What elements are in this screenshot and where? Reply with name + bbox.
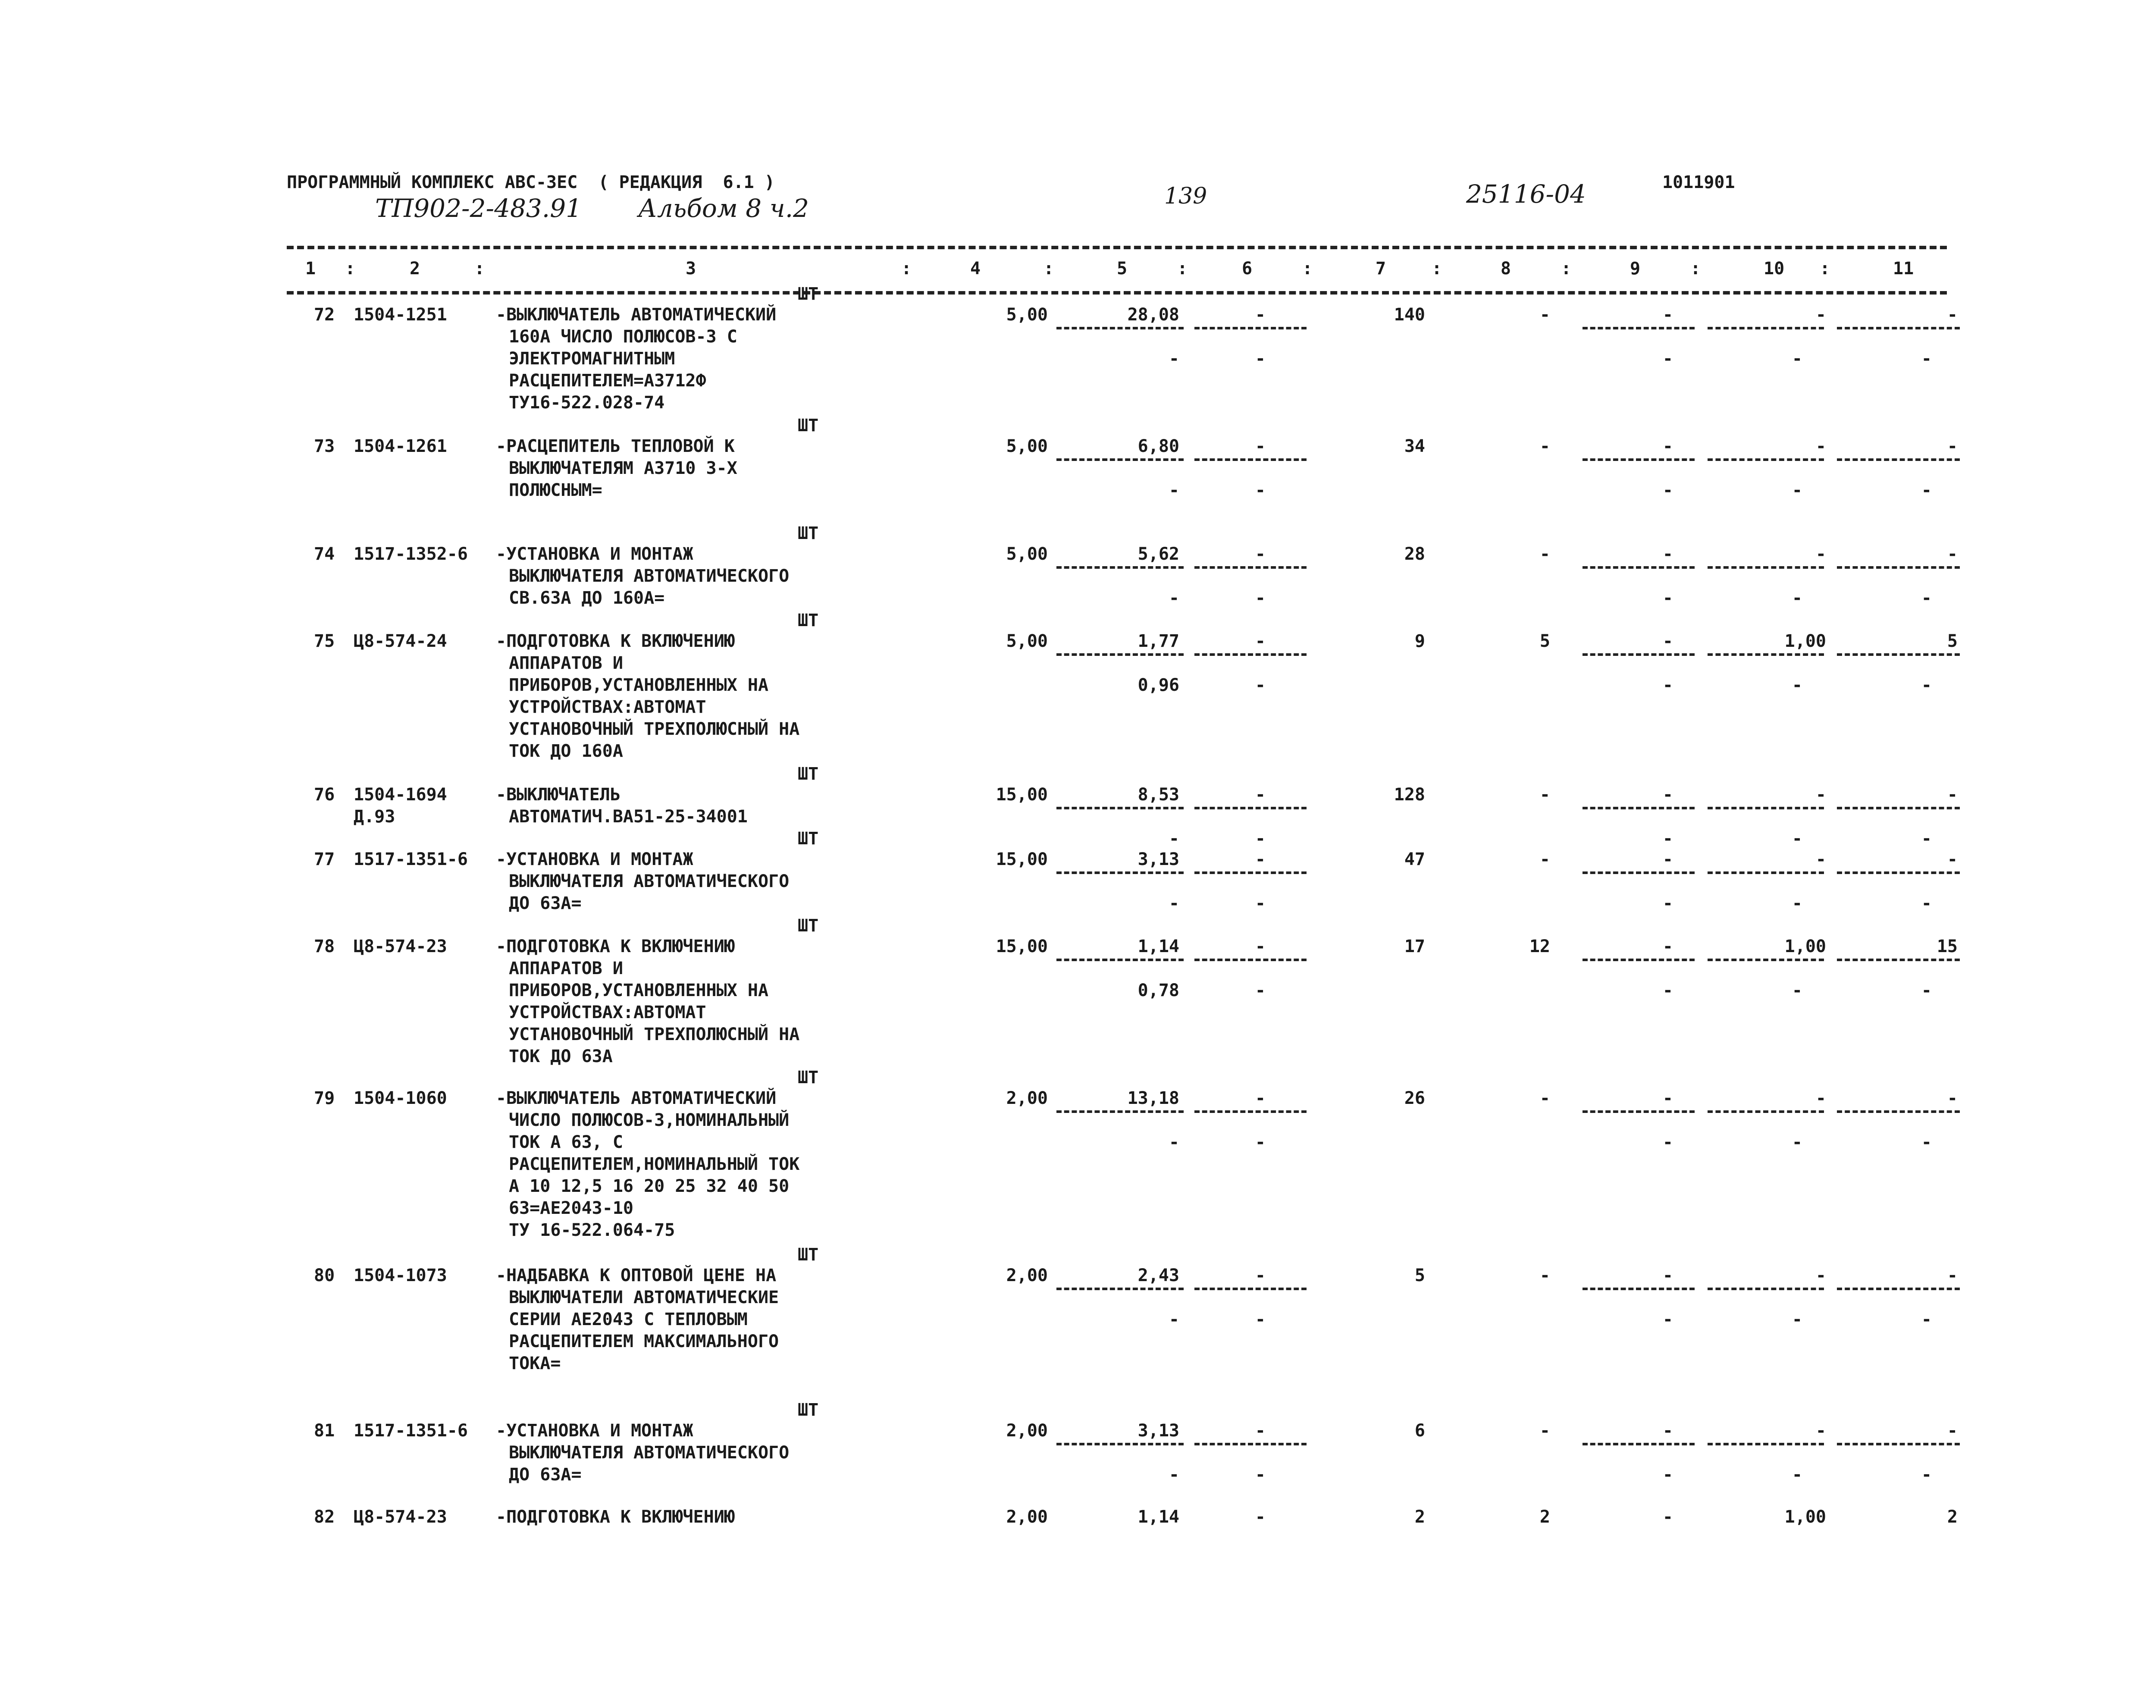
cell-col-qty: 2,00 xyxy=(1006,1507,1048,1527)
cell-col-c5b: - xyxy=(1169,1465,1179,1485)
cell-col-c5b: - xyxy=(1169,588,1179,608)
cell-col-c6b: - xyxy=(1255,981,1266,1000)
cell-col-c9: - xyxy=(1662,544,1673,564)
cell-col-c6b: - xyxy=(1255,588,1266,608)
cell-col-c5: 1,14 xyxy=(1138,1507,1179,1527)
row-code: Ц8-574-23 xyxy=(354,1507,447,1527)
subtotal-dash-line xyxy=(1583,458,1695,461)
cell-col-c6b: - xyxy=(1255,480,1266,500)
row-description-line: А 10 12,5 16 20 25 32 40 50 xyxy=(509,1176,790,1196)
cell-col-c11: - xyxy=(1947,1088,1958,1108)
cell-col-qty: 2,00 xyxy=(1006,1266,1048,1285)
subtotal-dash-line xyxy=(1837,653,1960,656)
subtotal-dash-line xyxy=(1583,327,1695,329)
row-description-line: УСТАНОВОЧНЫЙ ТРЕХПОЛЮСНЫЙ НА xyxy=(509,719,800,739)
cell-col-c10: - xyxy=(1815,1088,1826,1108)
row-description-line: ПРИБОРОВ,УСТАНОВЛЕННЫХ НА xyxy=(509,981,769,1000)
cell-col-c11: - xyxy=(1947,436,1958,456)
row-description-line: ПРИБОРОВ,УСТАНОВЛЕННЫХ НА xyxy=(509,675,769,695)
row-description-line: -ВЫКЛЮЧАТЕЛЬ АВТОМАТИЧЕСКИЙ xyxy=(496,305,777,325)
cell-col-c5: 3,13 xyxy=(1138,849,1179,869)
cell-col-c11: - xyxy=(1947,785,1958,805)
cell-col-c11: - xyxy=(1947,544,1958,564)
cell-col-c11: 15 xyxy=(1937,937,1958,956)
cell-col-c7: 26 xyxy=(1404,1088,1425,1108)
cell-col-c9b: - xyxy=(1662,1465,1673,1485)
row-description-line: ТОКА= xyxy=(509,1354,561,1373)
column-header-5: 5 xyxy=(1117,259,1128,279)
cell-col-c11b: - xyxy=(1921,893,1932,913)
cell-col-qty: 15,00 xyxy=(996,849,1048,869)
cell-col-c10: - xyxy=(1815,1421,1826,1441)
row-description-line: 160А ЧИСЛО ПОЛЮСОВ-3 С xyxy=(509,327,737,347)
row-unit: ШТ xyxy=(798,1245,819,1265)
cell-col-c10: 1,00 xyxy=(1784,937,1826,956)
cell-col-c5b: - xyxy=(1169,893,1179,913)
cell-col-qty: 5,00 xyxy=(1006,436,1048,456)
cell-col-c7: 6 xyxy=(1414,1421,1425,1441)
row-description-line: 63=АЕ2043-10 xyxy=(509,1198,633,1218)
cell-col-c6: - xyxy=(1255,849,1266,869)
row-description-line: ТОК ДО 160А xyxy=(509,741,623,761)
header-top-rule xyxy=(287,246,1947,249)
cell-col-c5: 1,77 xyxy=(1138,631,1179,651)
row-unit: ШТ xyxy=(798,284,819,304)
subtotal-dash-line xyxy=(1194,1443,1307,1445)
row-description-line: -ВЫКЛЮЧАТЕЛЬ АВТОМАТИЧЕСКИЙ xyxy=(496,1088,777,1108)
row-code: 1504-1694 xyxy=(354,785,447,805)
subtotal-dash-line xyxy=(1837,871,1960,874)
column-header-8: 8 xyxy=(1501,259,1511,279)
row-unit: ШТ xyxy=(798,523,819,543)
row-code: Ц8-574-23 xyxy=(354,937,447,956)
cell-col-c10b: - xyxy=(1792,349,1802,369)
cell-col-c9: - xyxy=(1662,1421,1673,1441)
column-separator: : xyxy=(1820,259,1830,279)
row-unit: ШТ xyxy=(798,416,819,436)
subtotal-dash-line xyxy=(1583,1443,1695,1445)
cell-col-c9b: - xyxy=(1662,1132,1673,1152)
row-code: 1517-1351-6 xyxy=(354,1421,468,1441)
row-description-line: РАСЦЕПИТЕЛЕМ МАКСИМАЛЬНОГО xyxy=(509,1332,779,1351)
cell-col-c8: - xyxy=(1539,436,1550,456)
subtotal-dash-line xyxy=(1056,458,1184,461)
cell-col-c7: 34 xyxy=(1404,436,1425,456)
subtotal-dash-line xyxy=(1708,959,1824,961)
cell-col-c10: - xyxy=(1815,849,1826,869)
cell-col-c9: - xyxy=(1662,1088,1673,1108)
subtotal-dash-line xyxy=(1837,959,1960,961)
row-description-line: -ПОДГОТОВКА К ВКЛЮЧЕНИЮ xyxy=(496,937,735,956)
cell-col-c8: - xyxy=(1539,1421,1550,1441)
cell-col-c10b: - xyxy=(1792,981,1802,1000)
column-header-11: 11 xyxy=(1893,259,1914,279)
row-description-line: ВЫКЛЮЧАТЕЛЯ АВТОМАТИЧЕСКОГО xyxy=(509,871,790,891)
cell-col-c10b: - xyxy=(1792,1465,1802,1485)
cell-col-c6b: - xyxy=(1255,893,1266,913)
subtotal-dash-line xyxy=(1837,1443,1960,1445)
cell-col-c6: - xyxy=(1255,1088,1266,1108)
cell-col-c5: 3,13 xyxy=(1138,1421,1179,1441)
cell-col-c9b: - xyxy=(1662,588,1673,608)
cell-col-c7: 17 xyxy=(1404,937,1425,956)
doc-code: 1011901 xyxy=(1662,172,1735,192)
cell-col-c9: - xyxy=(1662,1266,1673,1285)
column-separator: : xyxy=(1044,259,1054,279)
row-description-line: ЧИСЛО ПОЛЮСОВ-3,НОМИНАЛЬНЫЙ xyxy=(509,1110,790,1130)
cell-col-c6b: - xyxy=(1255,675,1266,695)
cell-col-c7: 28 xyxy=(1404,544,1425,564)
cell-col-c11: 2 xyxy=(1947,1507,1958,1527)
column-separator: : xyxy=(345,259,356,279)
cell-col-c10b: - xyxy=(1792,480,1802,500)
row-code: 1517-1352-6 xyxy=(354,544,468,564)
row-description-line: ЭЛЕКТРОМАГНИТНЫМ xyxy=(509,349,675,369)
cell-col-c10b: - xyxy=(1792,588,1802,608)
cell-col-c8: - xyxy=(1539,785,1550,805)
subtotal-dash-line xyxy=(1708,653,1824,656)
row-description-line: ПОЛЮСНЫМ= xyxy=(509,480,602,500)
row-unit: ШТ xyxy=(798,611,819,630)
cell-col-c5: 8,53 xyxy=(1138,785,1179,805)
row-number: 75 xyxy=(314,631,335,651)
row-unit: ШТ xyxy=(798,916,819,936)
cell-col-qty: 5,00 xyxy=(1006,631,1048,651)
subtotal-dash-line xyxy=(1837,1110,1960,1113)
cell-col-c9: - xyxy=(1662,305,1673,325)
row-description-line: АВТОМАТИЧ.ВА51-25-34001 xyxy=(509,807,748,827)
cell-col-c10b: - xyxy=(1792,675,1802,695)
row-description-line: -ПОДГОТОВКА К ВКЛЮЧЕНИЮ xyxy=(496,1507,735,1527)
row-number: 81 xyxy=(314,1421,335,1441)
cell-col-c7: 5 xyxy=(1414,1266,1425,1285)
column-separator: : xyxy=(901,259,912,279)
subtotal-dash-line xyxy=(1837,807,1960,809)
subtotal-dash-line xyxy=(1583,653,1695,656)
cell-col-c6: - xyxy=(1255,1507,1266,1527)
subtotal-dash-line xyxy=(1583,807,1695,809)
row-description-line: -ВЫКЛЮЧАТЕЛЬ xyxy=(496,785,620,805)
subtotal-dash-line xyxy=(1056,327,1184,329)
cell-col-c5b: 0,96 xyxy=(1138,675,1179,695)
subtotal-dash-line xyxy=(1837,458,1960,461)
row-code-suffix: Д.93 xyxy=(354,807,395,827)
cell-col-c11b: - xyxy=(1921,1465,1932,1485)
cell-col-c9: - xyxy=(1662,1507,1673,1527)
cell-col-c9: - xyxy=(1662,631,1673,651)
row-code: 1504-1060 xyxy=(354,1088,447,1108)
column-header-7: 7 xyxy=(1376,259,1386,279)
cell-col-c11b: - xyxy=(1921,675,1932,695)
row-number: 76 xyxy=(314,785,335,805)
row-number: 74 xyxy=(314,544,335,564)
row-description-line: ДО 63А= xyxy=(509,893,582,913)
cell-col-c11b: - xyxy=(1921,588,1932,608)
cell-col-c5: 6,80 xyxy=(1138,436,1179,456)
cell-col-c11: - xyxy=(1947,305,1958,325)
row-unit: ШТ xyxy=(798,1068,819,1087)
row-code: 1504-1261 xyxy=(354,436,447,456)
cell-col-c6: - xyxy=(1255,1266,1266,1285)
cell-col-c11b: - xyxy=(1921,1132,1932,1152)
cell-col-c5b: - xyxy=(1169,349,1179,369)
cell-col-c10: - xyxy=(1815,544,1826,564)
cell-col-c6b: - xyxy=(1255,829,1266,849)
column-header-1: 1 xyxy=(305,259,316,279)
subtotal-dash-line xyxy=(1056,566,1184,569)
page-number: 139 xyxy=(1164,183,1207,209)
row-description-line: -УСТАНОВКА И МОНТАЖ xyxy=(496,849,693,869)
row-description-line: -НАДБАВКА К ОПТОВОЙ ЦЕНЕ НА xyxy=(496,1266,777,1285)
subtotal-dash-line xyxy=(1837,1288,1960,1290)
subtotal-dash-line xyxy=(1194,458,1307,461)
row-unit: ШТ xyxy=(798,829,819,849)
row-description-line: РАСЦЕПИТЕЛЕМ,НОМИНАЛЬНЫЙ ТОК xyxy=(509,1154,800,1174)
column-separator: : xyxy=(1177,259,1188,279)
cell-col-c8: - xyxy=(1539,1266,1550,1285)
subtotal-dash-line xyxy=(1583,959,1695,961)
doc-number: 25116-04 xyxy=(1466,179,1586,209)
cell-col-c5b: - xyxy=(1169,829,1179,849)
column-header-6: 6 xyxy=(1242,259,1253,279)
cell-col-c7: 9 xyxy=(1414,631,1425,651)
row-code: 1517-1351-6 xyxy=(354,849,468,869)
cell-col-c6: - xyxy=(1255,785,1266,805)
cell-col-c7: 140 xyxy=(1394,305,1425,325)
row-number: 72 xyxy=(314,305,335,325)
cell-col-c11b: - xyxy=(1921,829,1932,849)
row-description-line: АППАРАТОВ И xyxy=(509,653,623,673)
column-separator: : xyxy=(1302,259,1313,279)
cell-col-c5: 2,43 xyxy=(1138,1266,1179,1285)
cell-col-c7: 47 xyxy=(1404,849,1425,869)
cell-col-c9b: - xyxy=(1662,981,1673,1000)
subtotal-dash-line xyxy=(1837,327,1960,329)
cell-col-c5b: 0,78 xyxy=(1138,981,1179,1000)
row-number: 79 xyxy=(314,1088,335,1108)
cell-col-c10: - xyxy=(1815,1266,1826,1285)
cell-col-c9: - xyxy=(1662,849,1673,869)
cell-col-c10b: - xyxy=(1792,829,1802,849)
column-separator: : xyxy=(1432,259,1442,279)
cell-col-c10: - xyxy=(1815,785,1826,805)
cell-col-c8: - xyxy=(1539,305,1550,325)
subtotal-dash-line xyxy=(1583,871,1695,874)
column-header-9: 9 xyxy=(1630,259,1641,279)
program-line: ПРОГРАММНЫЙ КОМПЛЕКС АВС-3ЕС ( РЕДАКЦИЯ 6.1 ) xyxy=(287,172,775,192)
subtotal-dash-line xyxy=(1708,566,1824,569)
cell-col-c11: - xyxy=(1947,849,1958,869)
column-separator: : xyxy=(1561,259,1572,279)
cell-col-c9b: - xyxy=(1662,349,1673,369)
column-header-10: 10 xyxy=(1764,259,1785,279)
cell-col-c10: - xyxy=(1815,436,1826,456)
cell-col-c6: - xyxy=(1255,305,1266,325)
subtotal-dash-line xyxy=(1194,959,1307,961)
subtotal-dash-line xyxy=(1194,566,1307,569)
row-description-line: ДО 63А= xyxy=(509,1465,582,1485)
column-separator: : xyxy=(474,259,485,279)
subtotal-dash-line xyxy=(1708,458,1824,461)
cell-col-c9b: - xyxy=(1662,893,1673,913)
subtotal-dash-line xyxy=(1708,807,1824,809)
subtotal-dash-line xyxy=(1056,653,1184,656)
row-description-line: -УСТАНОВКА И МОНТАЖ xyxy=(496,1421,693,1441)
cell-col-c5b: - xyxy=(1169,1310,1179,1329)
row-description-line: УСТАНОВОЧНЫЙ ТРЕХПОЛЮСНЫЙ НА xyxy=(509,1025,800,1044)
row-description-line: -УСТАНОВКА И МОНТАЖ xyxy=(496,544,693,564)
subtotal-dash-line xyxy=(1194,871,1307,874)
cell-col-c11b: - xyxy=(1921,1310,1932,1329)
column-separator: : xyxy=(1690,259,1701,279)
row-number: 73 xyxy=(314,436,335,456)
subtotal-dash-line xyxy=(1194,1288,1307,1290)
cell-col-c6: - xyxy=(1255,544,1266,564)
cell-col-c11b: - xyxy=(1921,480,1932,500)
cell-col-c6: - xyxy=(1255,1421,1266,1441)
cell-col-c6: - xyxy=(1255,436,1266,456)
header-bottom-rule xyxy=(287,291,1947,295)
subtotal-dash-line xyxy=(1708,1443,1824,1445)
cell-col-c9b: - xyxy=(1662,480,1673,500)
row-description-line: СВ.63А ДО 160А= xyxy=(509,588,665,608)
project-code: ТП902-2-483.91 xyxy=(375,194,582,223)
cell-col-c10b: - xyxy=(1792,893,1802,913)
subtotal-dash-line xyxy=(1194,653,1307,656)
row-unit: ШТ xyxy=(798,1400,819,1420)
cell-col-qty: 2,00 xyxy=(1006,1088,1048,1108)
row-description-line: ВЫКЛЮЧАТЕЛИ АВТОМАТИЧЕСКИЕ xyxy=(509,1288,779,1307)
row-number: 78 xyxy=(314,937,335,956)
row-description-line: ТОК ДО 63А xyxy=(509,1047,613,1066)
cell-col-c10: 1,00 xyxy=(1784,631,1826,651)
row-description-line: УСТРОЙСТВАХ:АВТОМАТ xyxy=(509,697,706,717)
subtotal-dash-line xyxy=(1194,327,1307,329)
subtotal-dash-line xyxy=(1056,959,1184,961)
subtotal-dash-line xyxy=(1194,807,1307,809)
cell-col-c6: - xyxy=(1255,937,1266,956)
cell-col-c9b: - xyxy=(1662,1310,1673,1329)
cell-col-qty: 15,00 xyxy=(996,937,1048,956)
cell-col-c9: - xyxy=(1662,937,1673,956)
cell-col-c11: - xyxy=(1947,1421,1958,1441)
cell-col-c9b: - xyxy=(1662,829,1673,849)
row-description-line: ТУ16-522.028-74 xyxy=(509,393,665,413)
row-description-line: ВЫКЛЮЧАТЕЛЯ АВТОМАТИЧЕСКОГО xyxy=(509,1443,790,1463)
row-description-line: РАСЦЕПИТЕЛЕМ=А3712Ф xyxy=(509,371,706,391)
row-description-line: -ПОДГОТОВКА К ВКЛЮЧЕНИЮ xyxy=(496,631,735,651)
row-description-line: АППАРАТОВ И xyxy=(509,959,623,978)
cell-col-c6b: - xyxy=(1255,1132,1266,1152)
subtotal-dash-line xyxy=(1708,327,1824,329)
row-number: 77 xyxy=(314,849,335,869)
column-header-2: 2 xyxy=(410,259,420,279)
cell-col-c10b: - xyxy=(1792,1132,1802,1152)
cell-col-c11: - xyxy=(1947,1266,1958,1285)
cell-col-c11: 5 xyxy=(1947,631,1958,651)
row-description-line: ВЫКЛЮЧАТЕЛЯМ А3710 3-Х xyxy=(509,458,737,478)
cell-col-c7: 128 xyxy=(1394,785,1425,805)
cell-col-c11b: - xyxy=(1921,349,1932,369)
cell-col-c6b: - xyxy=(1255,349,1266,369)
subtotal-dash-line xyxy=(1056,1288,1184,1290)
subtotal-dash-line xyxy=(1708,871,1824,874)
cell-col-c8: 2 xyxy=(1539,1507,1550,1527)
cell-col-c5b: - xyxy=(1169,1132,1179,1152)
cell-col-c5: 28,08 xyxy=(1127,305,1179,325)
cell-col-c8: 5 xyxy=(1539,631,1550,651)
row-description-line: -РАСЦЕПИТЕЛЬ ТЕПЛОВОЙ К xyxy=(496,436,735,456)
cell-col-c5: 1,14 xyxy=(1138,937,1179,956)
subtotal-dash-line xyxy=(1837,566,1960,569)
row-description-line: УСТРОЙСТВАХ:АВТОМАТ xyxy=(509,1003,706,1022)
cell-col-c6: - xyxy=(1255,631,1266,651)
cell-col-c8: 12 xyxy=(1529,937,1550,956)
column-header-4: 4 xyxy=(970,259,981,279)
row-code: Ц8-574-24 xyxy=(354,631,447,651)
cell-col-c10: 1,00 xyxy=(1784,1507,1826,1527)
subtotal-dash-line xyxy=(1708,1110,1824,1113)
cell-col-c7: 2 xyxy=(1414,1507,1425,1527)
subtotal-dash-line xyxy=(1708,1288,1824,1290)
row-description-line: ТУ 16-522.064-75 xyxy=(509,1220,675,1240)
row-number: 82 xyxy=(314,1507,335,1527)
cell-col-c9: - xyxy=(1662,785,1673,805)
row-number: 80 xyxy=(314,1266,335,1285)
cell-col-c8: - xyxy=(1539,1088,1550,1108)
cell-col-qty: 5,00 xyxy=(1006,544,1048,564)
column-header-3: 3 xyxy=(686,259,696,279)
album-label: Альбом 8 ч.2 xyxy=(638,194,809,223)
cell-col-qty: 2,00 xyxy=(1006,1421,1048,1441)
cell-col-c10: - xyxy=(1815,305,1826,325)
cell-col-c10b: - xyxy=(1792,1310,1802,1329)
subtotal-dash-line xyxy=(1056,1110,1184,1113)
cell-col-c6b: - xyxy=(1255,1310,1266,1329)
cell-col-c11b: - xyxy=(1921,981,1932,1000)
row-description-line: СЕРИИ АЕ2043 С ТЕПЛОВЫМ xyxy=(509,1310,748,1329)
cell-col-c5b: - xyxy=(1169,480,1179,500)
cell-col-c9b: - xyxy=(1662,675,1673,695)
subtotal-dash-line xyxy=(1056,807,1184,809)
row-unit: ШТ xyxy=(798,764,819,784)
subtotal-dash-line xyxy=(1583,566,1695,569)
row-code: 1504-1073 xyxy=(354,1266,447,1285)
row-code: 1504-1251 xyxy=(354,305,447,325)
cell-col-c6b: - xyxy=(1255,1465,1266,1485)
row-description-line: ВЫКЛЮЧАТЕЛЯ АВТОМАТИЧЕСКОГО xyxy=(509,566,790,586)
subtotal-dash-line xyxy=(1583,1288,1695,1290)
cell-col-c8: - xyxy=(1539,849,1550,869)
subtotal-dash-line xyxy=(1583,1110,1695,1113)
cell-col-qty: 5,00 xyxy=(1006,305,1048,325)
subtotal-dash-line xyxy=(1056,871,1184,874)
subtotal-dash-line xyxy=(1056,1443,1184,1445)
cell-col-c9: - xyxy=(1662,436,1673,456)
subtotal-dash-line xyxy=(1194,1110,1307,1113)
cell-col-qty: 15,00 xyxy=(996,785,1048,805)
row-description-line: ТОК А 63, С xyxy=(509,1132,623,1152)
cell-col-c8: - xyxy=(1539,544,1550,564)
cell-col-c5: 13,18 xyxy=(1127,1088,1179,1108)
cell-col-c5: 5,62 xyxy=(1138,544,1179,564)
